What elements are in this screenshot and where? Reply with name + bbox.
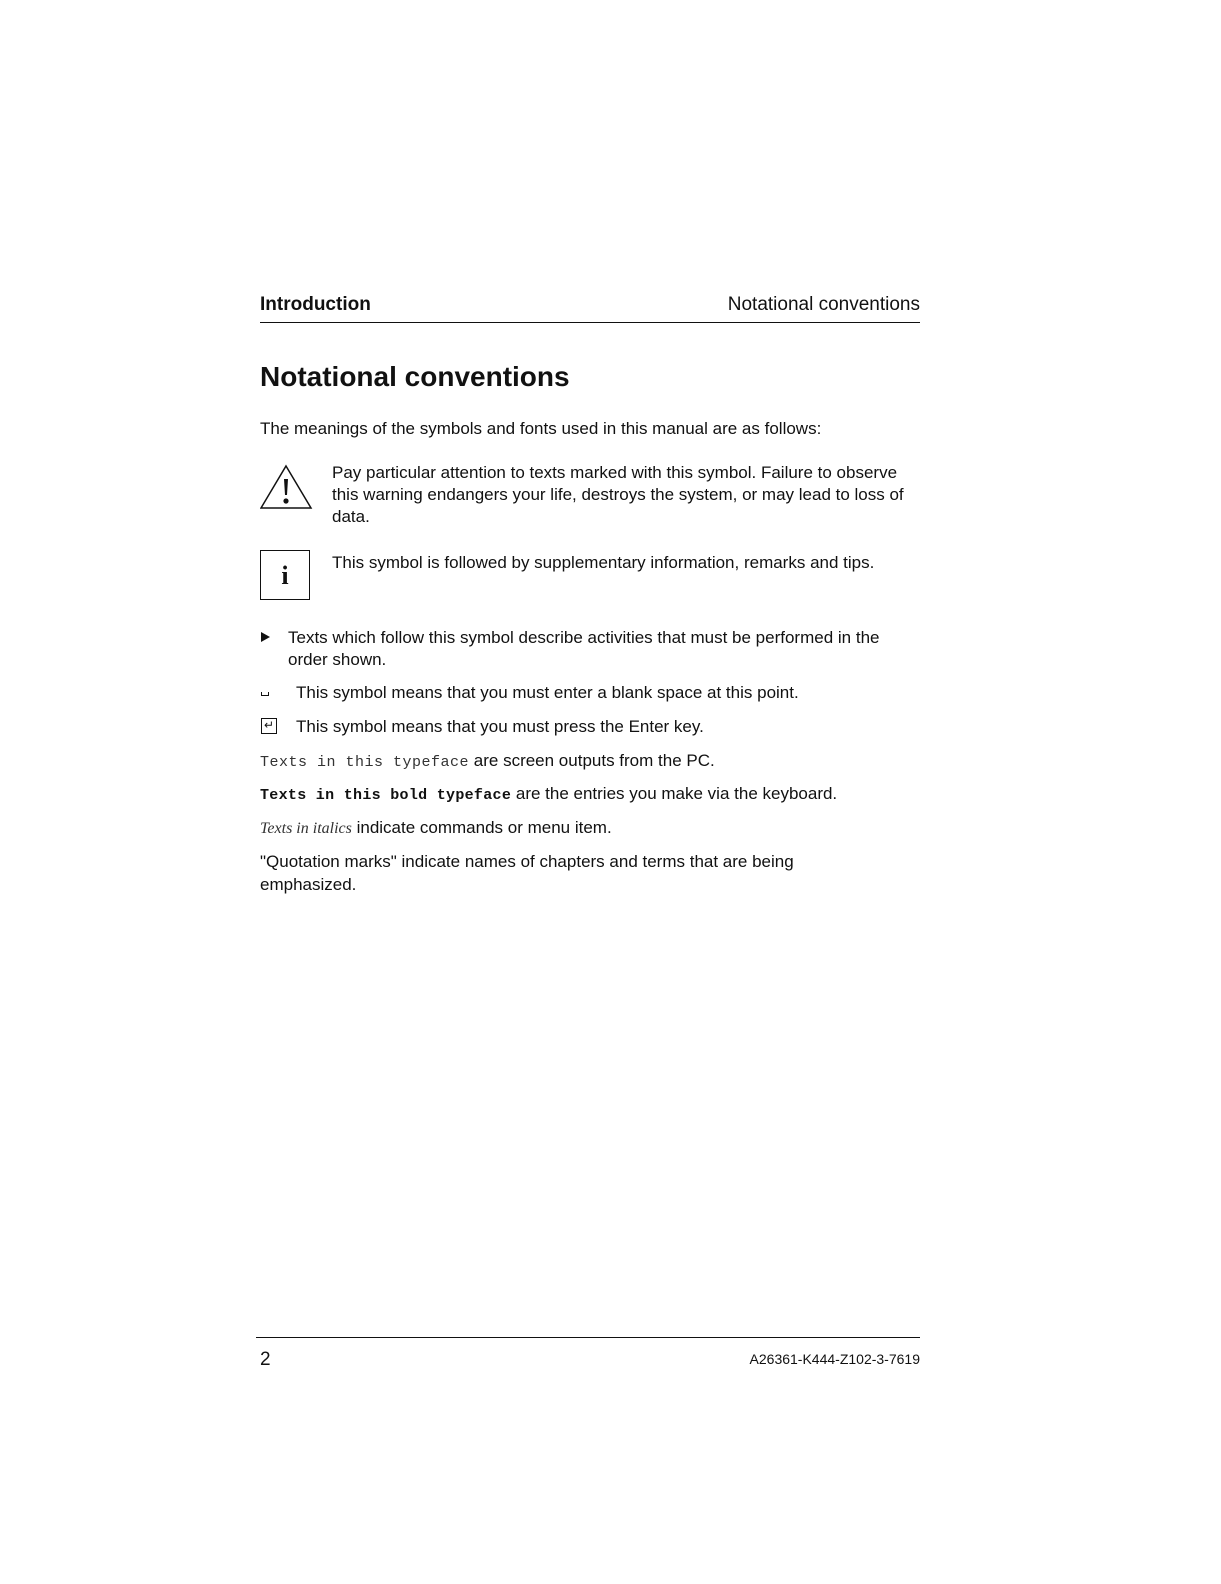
space-description: This symbol means that you must enter a blank space at this point.	[296, 683, 799, 702]
info-description: This symbol is followed by supplementary information, remarks and tips.	[332, 553, 875, 572]
manual-page	[260, 0, 920, 1584]
warning-description: Pay particular attention to texts marked with this symbol. Failure to observe this warning endangers your life, destroys the system, or may lead to loss of data.	[332, 463, 904, 526]
italic-typeface-line	[260, 817, 612, 840]
screen-typeface-line	[260, 750, 715, 774]
info-box-icon: i	[260, 550, 310, 600]
warning-triangle-icon	[260, 462, 314, 512]
screen-typeface-sample: Texts in this typeface	[260, 754, 470, 771]
enter-key-icon: ↵	[261, 718, 277, 734]
bold-typeface-line	[260, 783, 837, 807]
page-number: 2	[260, 1349, 271, 1370]
page-title: Notational conventions	[260, 361, 570, 392]
bold-typeface-sample: Texts in this bold typeface	[260, 787, 512, 804]
triangle-bullet-icon	[261, 632, 270, 642]
bold-typeface-desc: are the entries you make via the keyboard.	[511, 784, 838, 803]
enter-description: This symbol means that you must press the Enter key.	[296, 717, 704, 736]
screen-typeface-desc: are screen outputs from the PC.	[469, 751, 715, 770]
quotation-marks-line: "Quotation marks" indicate names of chapters and terms that are being emphasized.	[260, 852, 794, 894]
blank-space-icon	[261, 692, 269, 696]
running-header	[260, 292, 920, 318]
italic-typeface-desc: indicate commands or menu item.	[351, 818, 612, 837]
arrow-description: Texts which follow this symbol describe activities that must be performed in the order shown.	[288, 628, 880, 669]
document-code: A26361-K444-Z102-3-7619	[749, 1351, 920, 1367]
intro-text: The meanings of the symbols and fonts used in this manual are as follows:	[260, 419, 822, 438]
header-rule	[260, 322, 920, 323]
header-section: Introduction	[260, 294, 371, 315]
header-topic: Notational conventions	[727, 294, 920, 315]
footer-rule	[256, 1337, 920, 1338]
italic-typeface-sample: Texts in italics	[260, 820, 352, 837]
